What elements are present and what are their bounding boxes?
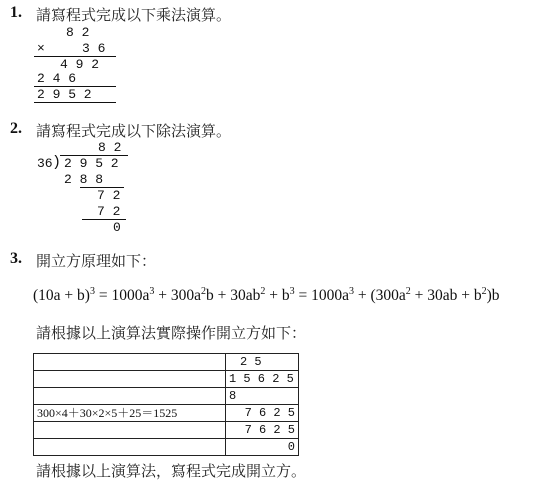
division-step-2: 7 2 xyxy=(97,188,121,203)
table-row xyxy=(34,371,299,388)
multiplicand: 8 2 xyxy=(66,25,90,40)
product-result: 2 9 5 2 xyxy=(37,87,92,102)
partial-product-2: 2 4 6 xyxy=(37,71,77,86)
table-cell-right: 7 6 2 5 xyxy=(226,422,299,439)
dividend: 2 9 5 2 xyxy=(64,156,119,171)
question-3-text: 開立方原理如下： xyxy=(36,252,157,270)
table-cell-right: 7 6 2 5 xyxy=(226,405,299,422)
table-cell-left xyxy=(34,439,226,456)
division-remainder: 0 xyxy=(113,220,121,235)
multiplier: 3 6 xyxy=(82,41,106,56)
question-1-number: 1. xyxy=(10,4,22,21)
question-3-number: 3. xyxy=(10,250,22,267)
table-row xyxy=(34,422,299,439)
multiplication-rule-3 xyxy=(34,102,116,103)
cube-root-table xyxy=(33,353,299,456)
table-row xyxy=(34,388,299,405)
division-bracket: ) xyxy=(52,154,62,171)
table-cell-right: 0 xyxy=(226,439,299,456)
division-step-1: 2 8 8 xyxy=(64,172,104,187)
table-cell-right: 1 5 6 2 5 xyxy=(226,371,299,388)
table-cell-left xyxy=(34,388,226,405)
table-cell-left xyxy=(34,354,226,371)
question-3-instruction: 請根據以上演算法，寫程式完成開立方。 xyxy=(36,462,307,480)
table-cell-right: 2 5 xyxy=(226,354,299,371)
table-cell-right: 8 xyxy=(226,388,299,405)
question-1-text: 請寫程式完成以下乘法演算。 xyxy=(36,6,232,24)
table-cell-left: 300×4＋30×2×5＋25＝1525 xyxy=(34,405,226,422)
question-2-text: 請寫程式完成以下除法演算。 xyxy=(36,122,232,140)
table-cell-left xyxy=(34,422,226,439)
table-row xyxy=(34,354,299,371)
partial-product-1: 4 9 2 xyxy=(60,57,100,72)
cube-root-explanation: 請根據以上演算法實際操作開立方如下： xyxy=(36,324,307,342)
times-sign: × xyxy=(37,41,45,56)
quotient: 8 2 xyxy=(98,140,122,155)
divisor: 36 xyxy=(37,156,53,171)
table-row xyxy=(34,405,299,422)
division-step-3: 7 2 xyxy=(97,204,121,219)
table-cell-left xyxy=(34,371,226,388)
cube-expansion-formula: $(10a + b)^3 = 1000a^3 + 300a^2b + 30ab^2 + b^3 = 1000a^3 + (300a^2 + 30ab + b^2)b$ xyxy=(33,286,500,304)
question-2-number: 2. xyxy=(10,120,22,137)
table-row xyxy=(34,439,299,456)
